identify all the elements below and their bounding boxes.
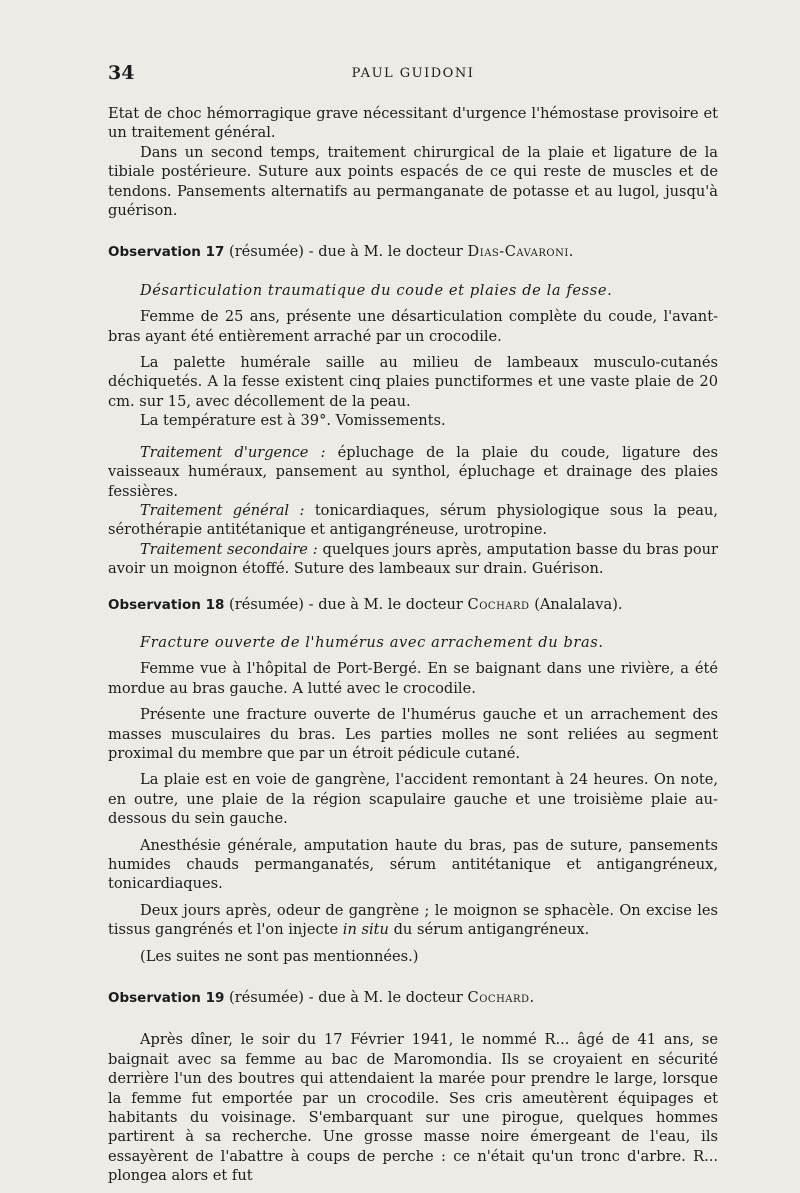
- treatment-label: Traitement d'urgence :: [140, 443, 326, 461]
- paragraph: Femme vue à l'hôpital de Port-Bergé. En se baignant dans une rivière, a été mordue au bras gauche. A lutté avec le crocodile.: [108, 660, 718, 697]
- paragraph: Présente une fracture ouverte de l'humérus gauche et un arrachement des masses musculaires du bras. Les parties molles ne sont reliées au segment proximal du membre que par un étroit pédicule cutané.: [108, 706, 718, 762]
- paragraph: La température est à 39°. Vomissements.: [140, 412, 446, 430]
- doctor-name: Dias-Cavaroni.: [467, 243, 574, 261]
- observation-label: Observation 17: [108, 244, 225, 261]
- observation-subtitle: Fracture ouverte de l'humérus avec arrachement du bras.: [140, 633, 604, 651]
- page-body: [108, 104, 718, 1186]
- treatment-text: quelques jours après, amputation basse du bras pour avoir un moignon étoffé. Suture des lambeaux sur drain. Guérison.: [108, 540, 718, 578]
- paragraph: [108, 540, 718, 579]
- paragraph: Dans un second temps, traitement chirurgical de la plaie et ligature de la tibiale postérieure. Suture aux points espacés de ce qui reste de muscles et de tendons. Pansements alternatifs au permanganate de potasse et au lugol, jusqu'à guérison.: [108, 143, 718, 220]
- treatment-text: tonicardiaques, sérum physiologique sous la peau, sérothérapie antitétanique et antigangréneuse, urotropine.: [108, 501, 718, 539]
- observation-19-heading: [108, 988, 718, 1008]
- text-run: Deux jours après, odeur de gangrène ; le moignon se sphacèle. On excise les tissus gangrénés et l'on injecte: [108, 901, 718, 939]
- paragraph: [108, 501, 718, 540]
- paragraph: [108, 901, 718, 940]
- observation-label: Observation 19: [108, 990, 225, 1007]
- observation-subtitle: Désarticulation traumatique du coude et plaies de la fesse.: [140, 281, 613, 299]
- text-run: du sérum antigangréneux.: [388, 921, 590, 939]
- observation-attribution: (résumée) - due à M. le docteur: [224, 243, 468, 261]
- paragraph: Femme de 25 ans, présente une désarticulation complète du coude, l'avant-bras ayant été entièrement arraché par un crocodile.: [108, 308, 718, 345]
- observation-18-heading: [108, 595, 718, 615]
- treatment-text: épluchage de la plaie du coude, ligature des vaisseaux huméraux, pansement au synthol, épluchage et drainage des plaies fessières.: [108, 443, 718, 500]
- observation-attribution: (résumée) - due à M. le docteur: [224, 989, 468, 1007]
- observation-17-heading: [108, 242, 718, 262]
- treatment-label: Traitement général :: [140, 501, 305, 519]
- page-number: 34: [108, 62, 135, 84]
- running-title: PAUL GUIDONI: [351, 66, 475, 81]
- paragraph: Etat de choc hémorragique grave nécessitant d'urgence l'hémostase provisoire et un traitement général.: [108, 105, 718, 142]
- paragraph: La plaie est en voie de gangrène, l'accident remontant à 24 heures. On note, en outre, une plaie de la région scapulaire gauche et une troisième plaie au-dessous du sein gauche.: [108, 771, 718, 828]
- paragraph: Anesthésie générale, amputation haute du bras, pas de suture, pansements humides chauds permanganatés, sérum antitétanique et antigangréneux, tonicardiaques.: [108, 836, 718, 893]
- observation-attribution: (résumée) - due à M. le docteur: [224, 595, 468, 613]
- doctor-name: Cochard.: [467, 989, 535, 1007]
- observation-label: Observation 18: [108, 596, 225, 613]
- paragraph: La palette humérale saille au milieu de lambeaux musculo-cutanés déchiquetés. A la fesse existent cinq plaies punctiformes et une vaste plaie de 20 cm. sur 15, avec décollement de la peau.: [108, 354, 718, 410]
- paragraph: [108, 443, 718, 501]
- doctor-name: Cochard: [467, 595, 530, 613]
- paragraph: Après dîner, le soir du 17 Février 1941, le nommé R... âgé de 41 ans, se baignait avec sa femme au bac de Maromondia. Ils se croyaient en sécurité derrière l'un des boutres qui attendaient la marée pour prendre le large, lorsque la femme fut emportée par un crocodile. Ses cris ameutèrent équipages et habitants du voisinage. S'embarquant sur une pirogue, quelques hommes partirent à sa recherche. Une grosse masse noire émergeant de l'eau, ils essayèrent de l'abattre à coups de perche : ce n'était qu'un tronc d'arbre. R... plongea alors et fut: [108, 1031, 718, 1185]
- paragraph: (Les suites ne sont pas mentionnées.): [140, 947, 419, 965]
- page-header: [108, 62, 718, 86]
- treatment-label: Traitement secondaire :: [140, 540, 318, 558]
- italic-term: in situ: [342, 921, 389, 939]
- place-name: (Analalava).: [529, 595, 623, 613]
